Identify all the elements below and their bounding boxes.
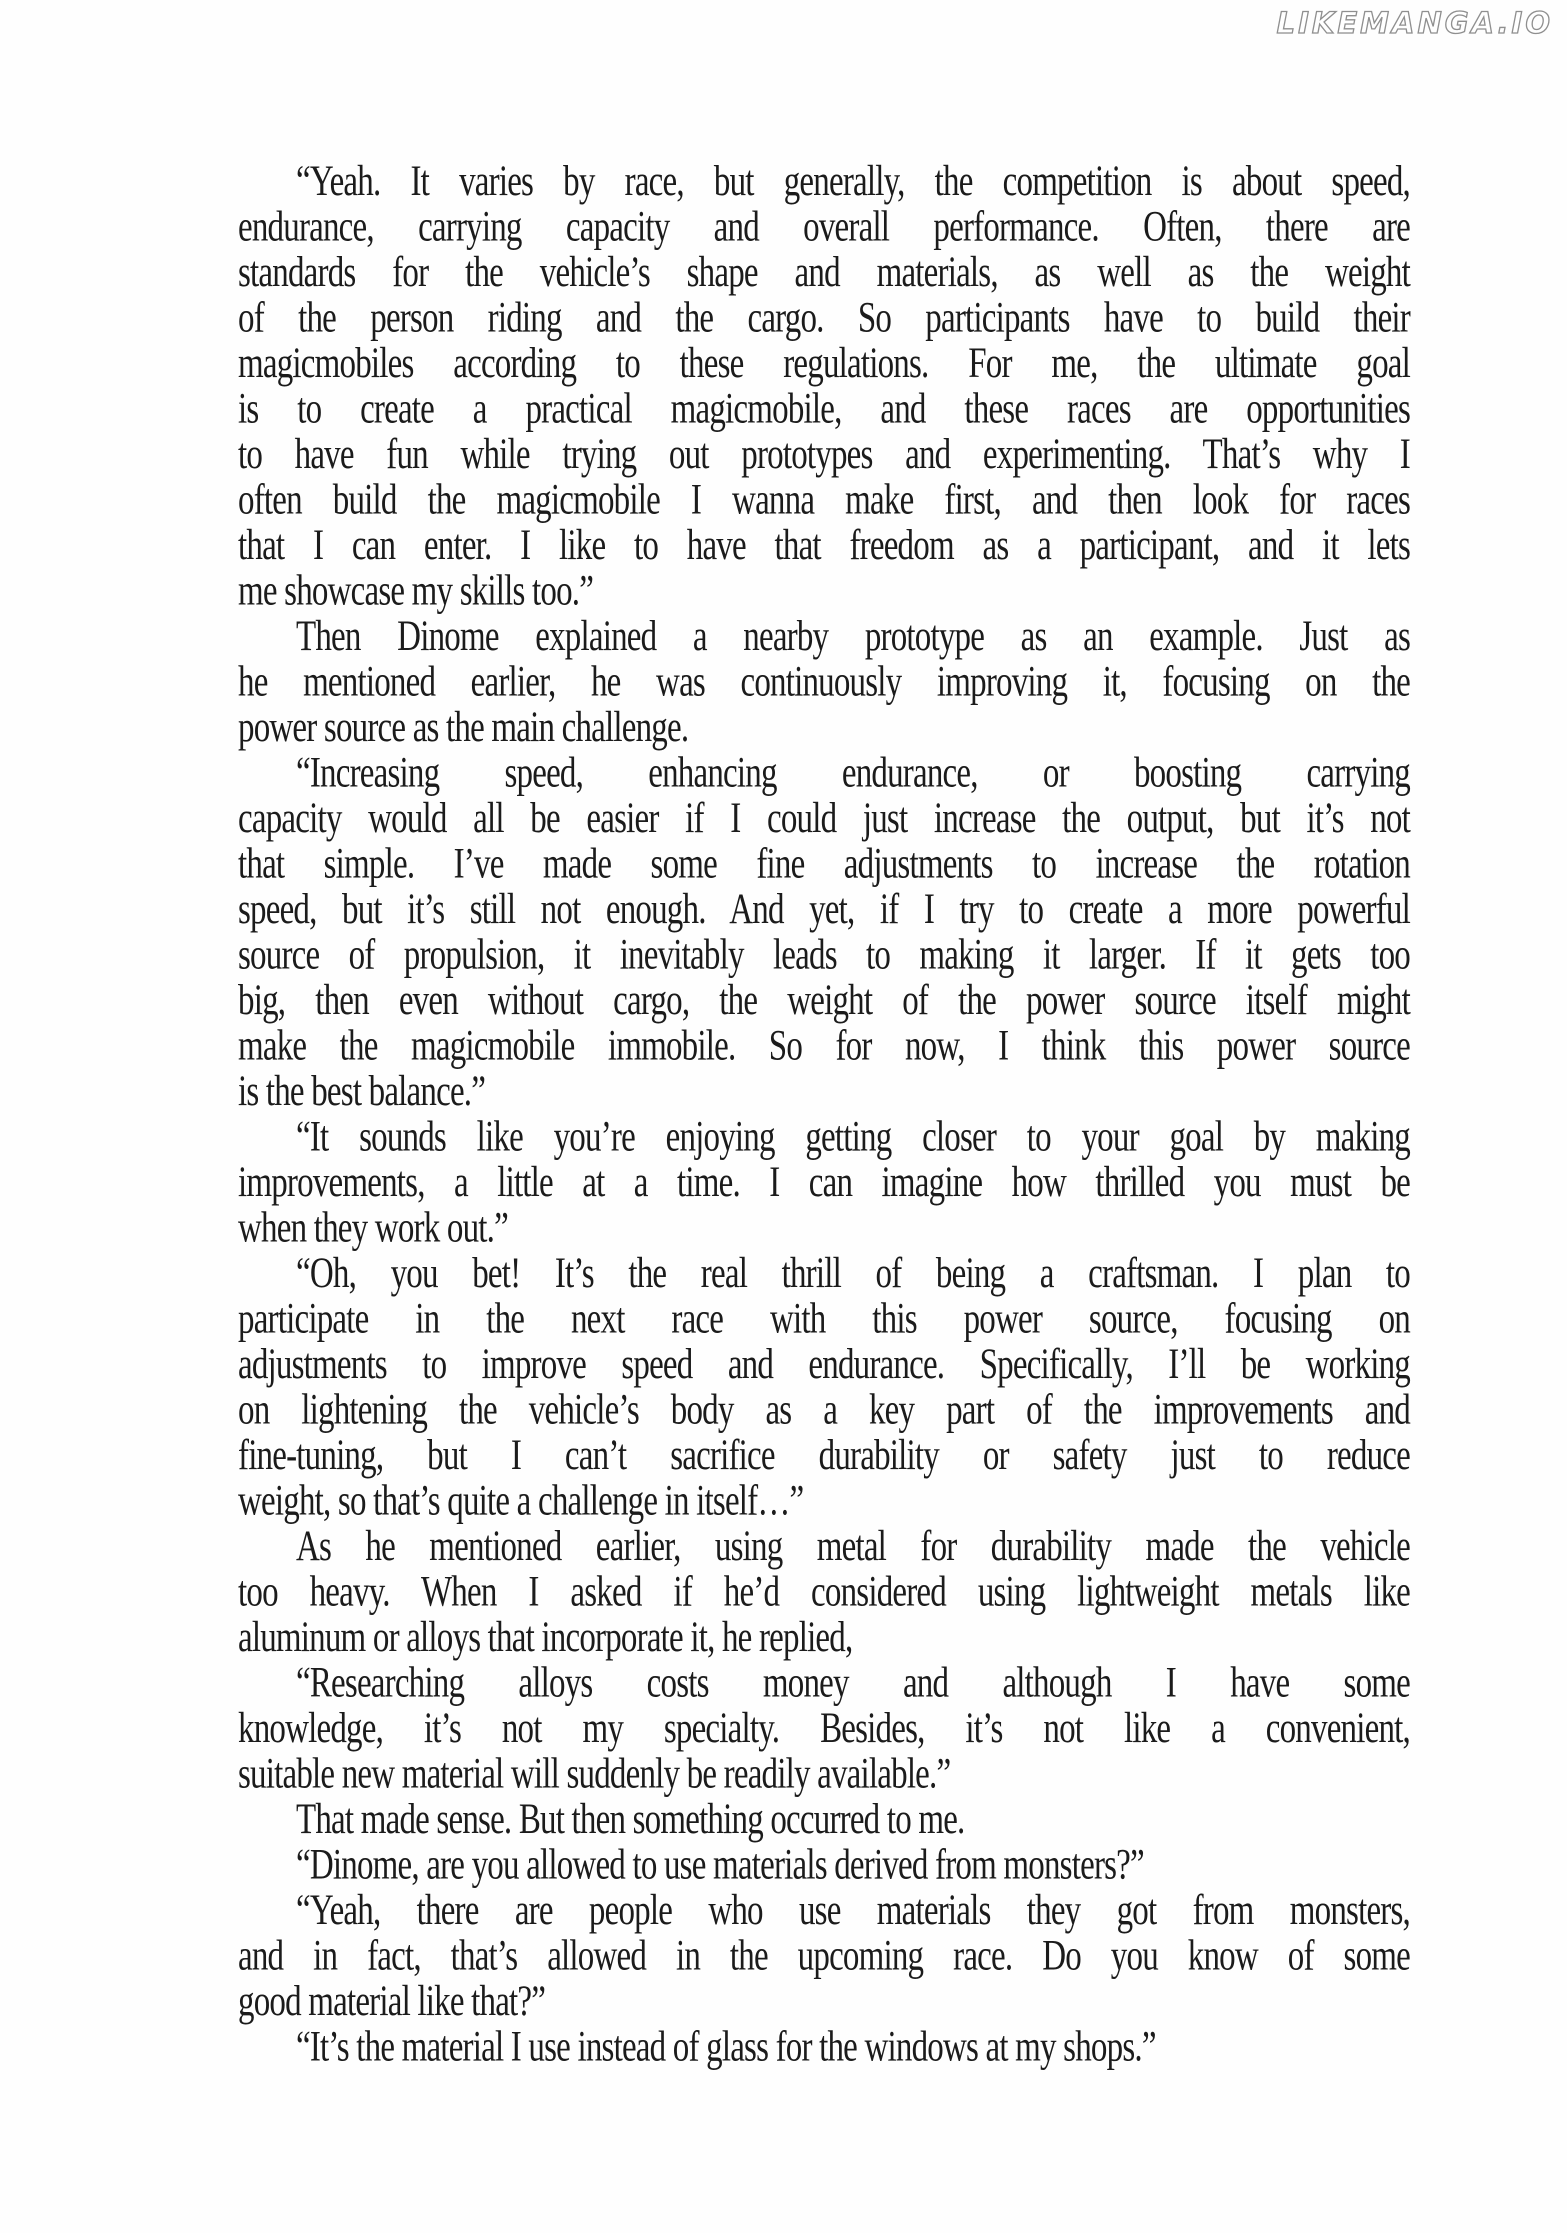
text-line: is the best balance.”	[238, 1068, 486, 1116]
text-line: As he mentioned earlier, using metal for durability made the vehicle	[296, 1523, 1410, 1571]
text-line: aluminum or alloys that incorporate it, he replied,	[238, 1614, 853, 1662]
text-line: improvements, a little at a time. I can imagine how thrilled you must be	[238, 1159, 1410, 1207]
text-line: that simple. I’ve made some fine adjustments to increase the rotation	[238, 841, 1410, 888]
text-line: endurance, carrying capacity and overall performance. Often, there are	[238, 204, 1410, 251]
text-line: of the person riding and the cargo. So participants have to build their	[238, 295, 1410, 342]
text-line: when they work out.”	[238, 1205, 508, 1252]
site-watermark: LIKEMANGA.IO	[1276, 6, 1553, 40]
text-line: That made sense. But then something occurred to me.	[296, 1796, 965, 1844]
text-line: too heavy. When I asked if he’d considered using lightweight metals like	[238, 1569, 1410, 1616]
text-line: “Yeah. It varies by race, but generally, the competition is about speed,	[296, 158, 1410, 206]
text-line: capacity would all be easier if I could just increase the output, but it’s not	[238, 795, 1410, 843]
text-line: that I can enter. I like to have that freedom as a participant, and it lets	[238, 522, 1410, 570]
text-line: “Researching alloys costs money and although I have some	[296, 1660, 1410, 1707]
text-line: “Yeah, there are people who use materials they got from monsters,	[296, 1887, 1410, 1935]
text-line: “Increasing speed, enhancing endurance, or boosting carrying	[296, 750, 1410, 797]
text-line: magicmobiles according to these regulations. For me, the ultimate goal	[238, 340, 1410, 388]
text-line: on lightening the vehicle’s body as a key part of the improvements and	[238, 1387, 1410, 1434]
text-line: Then Dinome explained a nearby prototype as an example. Just as	[296, 613, 1410, 661]
text-line: me showcase my skills too.”	[238, 568, 594, 615]
text-line: speed, but it’s still not enough. And yet, if I try to create a more powerful	[238, 886, 1410, 934]
text-line: big, then even without cargo, the weight of the power source itself might	[238, 977, 1410, 1025]
text-line: he mentioned earlier, he was continuously improving it, focusing on the	[238, 659, 1410, 706]
text-line: standards for the vehicle’s shape and materials, as well as the weight	[238, 249, 1410, 297]
text-line: “Oh, you bet! It’s the real thrill of being a craftsman. I plan to	[296, 1250, 1410, 1298]
text-line: is to create a practical magicmobile, and these races are opportunities	[238, 386, 1410, 433]
text-line: suitable new material will suddenly be readily available.”	[238, 1751, 951, 1798]
text-line: source of propulsion, it inevitably leads to making it larger. If it gets too	[238, 932, 1410, 979]
text-line: and in fact, that’s allowed in the upcoming race. Do you know of some	[238, 1933, 1410, 1980]
text-line: to have fun while trying out prototypes and experimenting. That’s why I	[238, 431, 1410, 479]
text-line: knowledge, it’s not my specialty. Besides, it’s not like a convenient,	[238, 1705, 1410, 1753]
novel-text	[238, 160, 1410, 2071]
text-line: make the magicmobile immobile. So for now, I think this power source	[238, 1023, 1410, 1070]
text-line: “It sounds like you’re enjoying getting closer to your goal by making	[296, 1114, 1410, 1161]
text-line: adjustments to improve speed and endurance. Specifically, I’ll be working	[238, 1341, 1410, 1389]
text-line: often build the magicmobile I wanna make first, and then look for races	[238, 477, 1410, 524]
text-line: weight, so that’s quite a challenge in itself…”	[238, 1478, 804, 1525]
text-line: fine-tuning, but I can’t sacrifice durability or safety just to reduce	[238, 1432, 1410, 1480]
text-line: “It’s the material I use instead of glass for the windows at my shops.”	[296, 2024, 1156, 2071]
text-line: good material like that?”	[238, 1978, 546, 2026]
text-line: participate in the next race with this power source, focusing on	[238, 1296, 1410, 1343]
text-line: power source as the main challenge.	[238, 704, 689, 752]
text-line: “Dinome, are you allowed to use materials derived from monsters?”	[296, 1842, 1144, 1889]
